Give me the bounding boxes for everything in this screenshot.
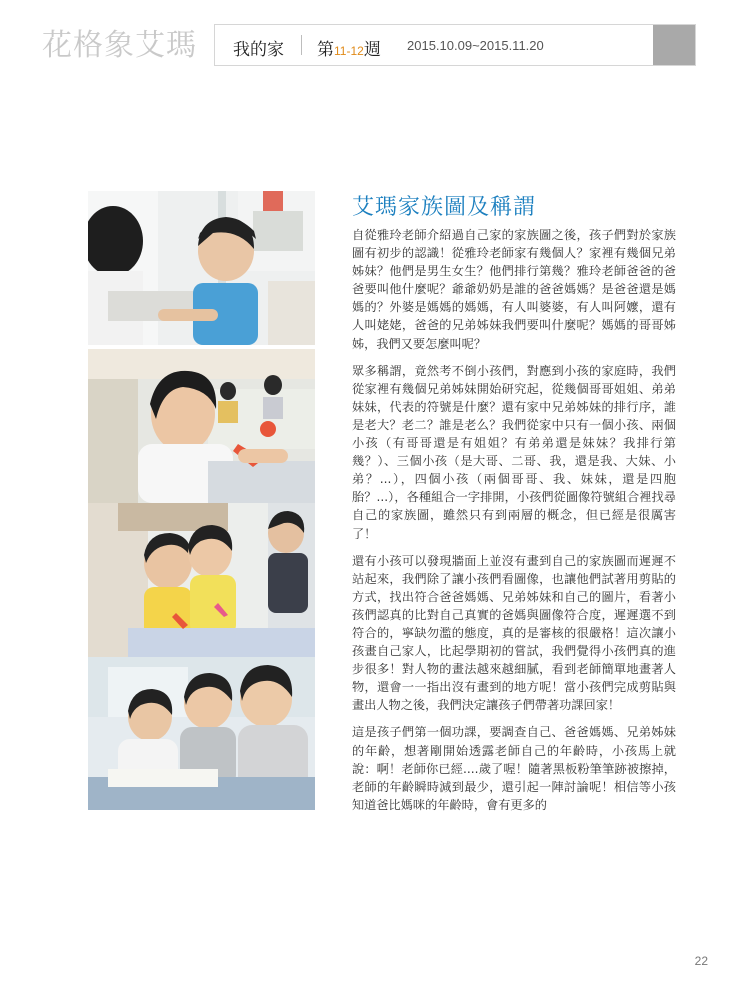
article-paragraph: 自從雅玲老師介紹過自己家的家族圖之後，孩子們對於家族圖有初步的認識！從雅玲老師家有幾個人？家裡有幾個兄弟姊妹？他們是男生女生？他們排行第幾？雅玲老師爸爸的爸爸要叫他什麼呢？爺爺奶奶是誰的爸爸媽媽？是爸爸還是媽媽的？外婆是媽媽的媽媽，有人叫婆婆，有人叫阿嬤，還有人叫姥姥，爸爸的兄弟姊妹我們要叫什麼呢？媽媽的哥哥姊姊，我們又要怎麼叫呢？ — [352, 228, 676, 351]
article-body — [352, 226, 676, 823]
article-title: 艾瑪家族圖及稱謂 — [352, 195, 537, 220]
photo-girl-scissors — [88, 349, 315, 503]
section-title: 我的家 — [233, 40, 284, 60]
week-label — [317, 35, 381, 60]
week-suffix: 週 — [363, 40, 381, 60]
article-paragraph: 還有小孩可以發現牆面上並沒有畫到自己的家族圖而遲遲不站起來，我們除了讓小孩們看圖像，也讓他們試著用剪貼的方式，找出符合爸爸媽媽、兄弟姊妹和自己的圖片，看著小孩們認真的比對自己真實的爸媽與圖像符合度，遲遲選不到符合的，寧缺勿濫的態度，真的是審核的很嚴格！這次讓小孩畫自己家人，比起學期初的嘗試，我們覺得小孩們真的進步很多！對人物的畫法越來越細膩，看到老師簡單地畫著人物，還會一一指出沒有畫到的地方呢！當小孩們完成剪貼與畫出人物之後，我們決定讓孩子們帶著功課回家！ — [352, 553, 676, 713]
header-tab-block — [653, 25, 695, 65]
header-bar — [214, 24, 696, 66]
week-prefix: 第 — [317, 40, 334, 60]
page-number: 22 — [694, 954, 708, 968]
photo-children-cutting — [88, 503, 315, 657]
header-divider — [301, 35, 302, 55]
week-number: 11-12 — [334, 44, 364, 58]
date-range: 2015.10.09~2015.11.20 — [407, 38, 544, 53]
article-paragraph: 這是孩子們第一個功課，要調查自己、爸爸媽媽、兄弟姊妹的年齡，想著剛開始透露老師自己的年齡時，小孩馬上就說：啊！老師你已經....歲了喔！隨著黑板粉筆筆跡被擦掉，老師的年齡瞬時減到最少，還引起一陣討論呢！相信等小孩知道爸比媽咪的年齡時，會有更多的 — [352, 725, 676, 812]
photo-children-drawing — [88, 657, 315, 810]
article-paragraph: 眾多稱謂，竟然考不倒小孩們，對應到小孩的家庭時，我們從家裡有幾個兄弟姊妹開始研究起，從幾個哥哥姐姐、弟弟妹妹，代表的符號是什麼？還有家中兄弟姊妹的排行序，誰是老大？老二？誰是老么？我們從家中只有一個小孩、兩個小孩（有哥哥還是有姐姐？有弟弟還是妹妹？我排行第幾？）、三個小孩（是大哥、二哥、我，還是我、大妹、小弟？...），四個小孩（兩個哥哥、我、妹妹，還是四胞胎？...），各種組合一字排開，小孩們從圖像符號組合裡找尋自己的家族圖，雖然只有到兩層的概念，但已經是很厲害了！ — [352, 363, 676, 541]
photo-child-writing — [88, 191, 315, 345]
brand-logo: 花格象艾瑪 — [42, 28, 197, 63]
